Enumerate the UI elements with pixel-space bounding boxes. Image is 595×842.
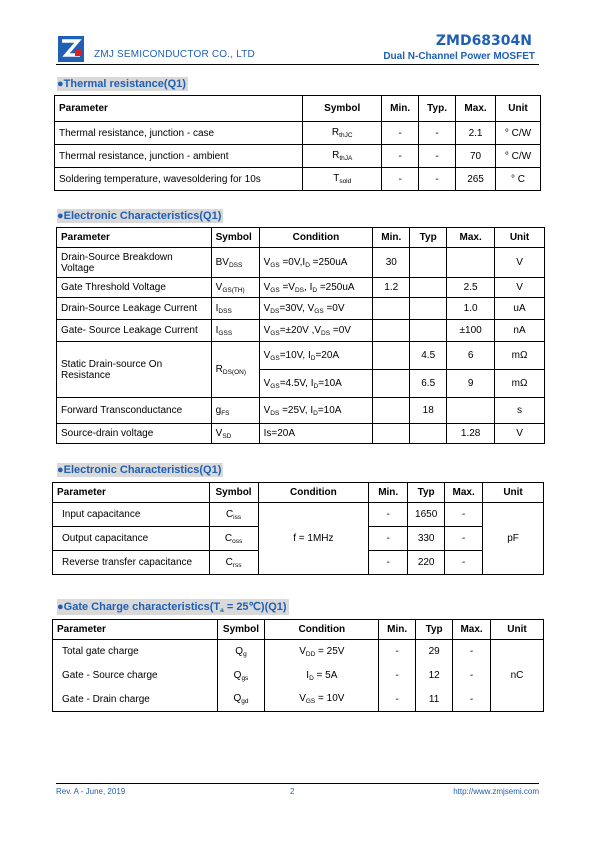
table-row <box>57 298 545 320</box>
table-row <box>53 688 544 712</box>
min-cell <box>373 298 410 320</box>
capacitance-table <box>52 482 544 575</box>
condition-cell: $I_D = 5A$ <box>265 664 379 688</box>
param-cell: Input capacitance <box>53 503 210 527</box>
min-cell: - <box>382 122 419 145</box>
unit-cell: V <box>495 248 545 278</box>
col-header: Typ <box>416 620 453 640</box>
col-header: Typ. <box>419 96 456 122</box>
param-cell: Drain-Source Breakdown Voltage <box>57 248 212 278</box>
company-name: ZMJ SEMICONDUCTOR CO., LTD <box>94 49 255 60</box>
col-header: Max. <box>456 96 496 122</box>
min-cell: - <box>369 503 408 527</box>
col-header: Unit <box>491 620 544 640</box>
typ-cell: 4.5 <box>410 342 447 370</box>
param-cell: Thermal resistance, junction - ambient <box>55 145 303 168</box>
param-cell: Forward Transconductance <box>57 398 212 424</box>
min-cell: - <box>382 168 419 191</box>
typ-cell: 220 <box>408 551 445 575</box>
col-header: Condition <box>265 620 379 640</box>
max-cell: - <box>453 664 491 688</box>
footer-revision: Rev. A - June, 2019 <box>56 787 126 796</box>
typ-cell <box>410 298 447 320</box>
symbol-cell: $I_{GSS}$ <box>211 320 259 342</box>
max-cell: - <box>453 688 491 712</box>
symbol-cell: $R_{thJA}$ <box>303 145 382 168</box>
col-header: Symbol <box>209 483 258 503</box>
max-cell: 2.5 <box>447 278 495 298</box>
table-header-row <box>53 620 544 640</box>
max-cell <box>447 398 495 424</box>
table-row <box>57 248 545 278</box>
col-header: Typ <box>410 228 447 248</box>
unit-cell: mΩ <box>495 370 545 398</box>
param-cell: Output capacitance <box>53 527 210 551</box>
param-cell: Gate Threshold Voltage <box>57 278 212 298</box>
symbol-cell: $Q_{gd}$ <box>217 688 265 712</box>
param-cell: Source-drain voltage <box>57 424 212 444</box>
col-header: Min. <box>379 620 416 640</box>
condition-cell: $V_{GS} = 10V$ <box>265 688 379 712</box>
typ-cell: 1650 <box>408 503 445 527</box>
gate-charge-table <box>52 619 544 712</box>
symbol-cell: $V_{GS(TH)}$ <box>211 278 259 298</box>
company-logo <box>58 36 84 62</box>
electronic-table <box>56 227 545 444</box>
symbol-cell: $C_{rss}$ <box>209 551 258 575</box>
col-header: Condition <box>259 228 373 248</box>
min-cell: - <box>379 688 416 712</box>
max-cell: - <box>445 527 483 551</box>
table-row <box>57 424 545 444</box>
col-header: Unit <box>495 228 545 248</box>
col-header: Max. <box>453 620 491 640</box>
typ-cell: 18 <box>410 398 447 424</box>
condition-cell: $V_{GS} =V_{DS}$, $I_D =250uA$ <box>259 278 373 298</box>
condition-cell: $V_{DS} =25V$, $I_D=10A$ <box>259 398 373 424</box>
unit-cell: V <box>495 424 545 444</box>
symbol-cell: $C_{oss}$ <box>209 527 258 551</box>
symbol-cell: $g_{FS}$ <box>211 398 259 424</box>
condition-cell: Is=20A <box>259 424 373 444</box>
max-cell: - <box>445 503 483 527</box>
max-cell: 9 <box>447 370 495 398</box>
max-cell: - <box>453 640 491 664</box>
table-row <box>55 122 541 145</box>
footer-divider <box>56 783 539 784</box>
col-header: Unit <box>483 483 544 503</box>
typ-cell: 6.5 <box>410 370 447 398</box>
typ-cell <box>410 424 447 444</box>
typ-cell <box>410 248 447 278</box>
symbol-cell: $C_{iss}$ <box>209 503 258 527</box>
param-cell: Thermal resistance, junction - case <box>55 122 303 145</box>
param-cell: Drain-Source Leakage Current <box>57 298 212 320</box>
header-divider <box>56 64 539 65</box>
max-cell <box>447 248 495 278</box>
param-cell: Gate- Source Leakage Current <box>57 320 212 342</box>
max-cell: 2.1 <box>456 122 496 145</box>
condition-cell: $V_{GS} =0V,I_D =250uA$ <box>259 248 373 278</box>
typ-cell: - <box>419 168 456 191</box>
part-description: Dual N-Channel Power MOSFET <box>383 51 535 62</box>
unit-cell: uA <box>495 298 545 320</box>
typ-cell: - <box>419 145 456 168</box>
table-header-row <box>57 228 545 248</box>
unit-cell: ° C/W <box>496 145 541 168</box>
col-header: Symbol <box>303 96 382 122</box>
unit-cell: pF <box>483 503 544 575</box>
table-row <box>53 664 544 688</box>
section-title-thermal: ●Thermal resistance(Q1) <box>57 78 186 90</box>
col-header: Max. <box>447 228 495 248</box>
symbol-cell: $Q_{gs}$ <box>217 664 265 688</box>
condition-cell: $V_{DD} = 25V$ <box>265 640 379 664</box>
symbol-cell: $V_{SD}$ <box>211 424 259 444</box>
condition-cell: f = 1MHz <box>258 503 369 575</box>
symbol-cell: $R_{DS(ON)}$ <box>211 342 259 398</box>
min-cell <box>373 320 410 342</box>
table-header-row <box>53 483 544 503</box>
param-cell: Reverse transfer capacitance <box>53 551 210 575</box>
unit-cell: s <box>495 398 545 424</box>
max-cell: 1.0 <box>447 298 495 320</box>
thermal-table <box>54 95 541 191</box>
section-title-gate-charge: ●Gate Charge $characteristics(T_a$ = 25℃)(Q1) <box>57 601 287 614</box>
min-cell: - <box>369 551 408 575</box>
symbol-cell: $BV_{DSS}$ <box>211 248 259 278</box>
table-header-row <box>55 96 541 122</box>
col-header: Parameter <box>57 228 212 248</box>
condition-cell: $V_{GS}=10V$, $I_D=20A$ <box>259 342 373 370</box>
typ-cell: 29 <box>416 640 453 664</box>
col-header: Typ <box>408 483 445 503</box>
min-cell: - <box>379 640 416 664</box>
col-header: Unit <box>496 96 541 122</box>
max-cell: 265 <box>456 168 496 191</box>
section-title-electronic: ●Electronic Characteristics(Q1) <box>57 210 222 222</box>
col-header: Min. <box>373 228 410 248</box>
max-cell: ±100 <box>447 320 495 342</box>
table-row <box>57 342 545 370</box>
part-number: ZMD68304N <box>435 33 532 49</box>
condition-cell: $V_{GS}=\pm 20V$ $,V_{DS} =0V$ <box>259 320 373 342</box>
symbol-cell: $I_{DSS}$ <box>211 298 259 320</box>
max-cell: 6 <box>447 342 495 370</box>
typ-cell: - <box>419 122 456 145</box>
col-header: Max. <box>445 483 483 503</box>
unit-cell: ° C/W <box>496 122 541 145</box>
param-cell: Soldering temperature, wavesoldering for 10s <box>55 168 303 191</box>
section-title-capacitance: ●Electronic Characteristics(Q1) <box>57 464 222 476</box>
min-cell <box>373 398 410 424</box>
param-cell: Gate - Drain charge <box>53 688 218 712</box>
param-cell: Total gate charge <box>53 640 218 664</box>
unit-cell: mΩ <box>495 342 545 370</box>
symbol-cell: $R_{thJC}$ <box>303 122 382 145</box>
param-cell: Static Drain-source On Resistance <box>57 342 212 398</box>
table-row <box>55 168 541 191</box>
max-cell: - <box>445 551 483 575</box>
table-row <box>55 145 541 168</box>
min-cell <box>373 342 410 370</box>
typ-cell <box>410 278 447 298</box>
min-cell: 1.2 <box>373 278 410 298</box>
footer-url[interactable]: http://www.zmjsemi.com <box>453 787 539 796</box>
table-row <box>57 320 545 342</box>
min-cell: 30 <box>373 248 410 278</box>
symbol-cell: $T_{sold}$ <box>303 168 382 191</box>
col-header: Symbol <box>211 228 259 248</box>
col-header: Min. <box>382 96 419 122</box>
col-header: Symbol <box>217 620 265 640</box>
max-cell: 70 <box>456 145 496 168</box>
col-header: Condition <box>258 483 369 503</box>
unit-cell: ° C <box>496 168 541 191</box>
col-header: Parameter <box>53 620 218 640</box>
symbol-cell: $Q_g$ <box>217 640 265 664</box>
table-row <box>53 503 544 527</box>
min-cell <box>373 424 410 444</box>
col-header: Parameter <box>53 483 210 503</box>
col-header: Min. <box>369 483 408 503</box>
table-row <box>57 398 545 424</box>
min-cell: - <box>379 664 416 688</box>
unit-cell: nA <box>495 320 545 342</box>
param-cell: Gate - Source charge <box>53 664 218 688</box>
condition-cell: $V_{DS}=30V$, $V_{GS} =0V$ <box>259 298 373 320</box>
unit-cell: nC <box>491 640 544 712</box>
typ-cell: 12 <box>416 664 453 688</box>
max-cell: 1.28 <box>447 424 495 444</box>
footer-page-number: 2 <box>290 787 295 796</box>
typ-cell: 330 <box>408 527 445 551</box>
condition-cell: $V_{GS}=4.5V$, $I_D=10A$ <box>259 370 373 398</box>
col-header: Parameter <box>55 96 303 122</box>
typ-cell <box>410 320 447 342</box>
table-row <box>53 640 544 664</box>
min-cell <box>373 370 410 398</box>
min-cell: - <box>369 527 408 551</box>
unit-cell: V <box>495 278 545 298</box>
table-row <box>57 278 545 298</box>
min-cell: - <box>382 145 419 168</box>
typ-cell: 11 <box>416 688 453 712</box>
